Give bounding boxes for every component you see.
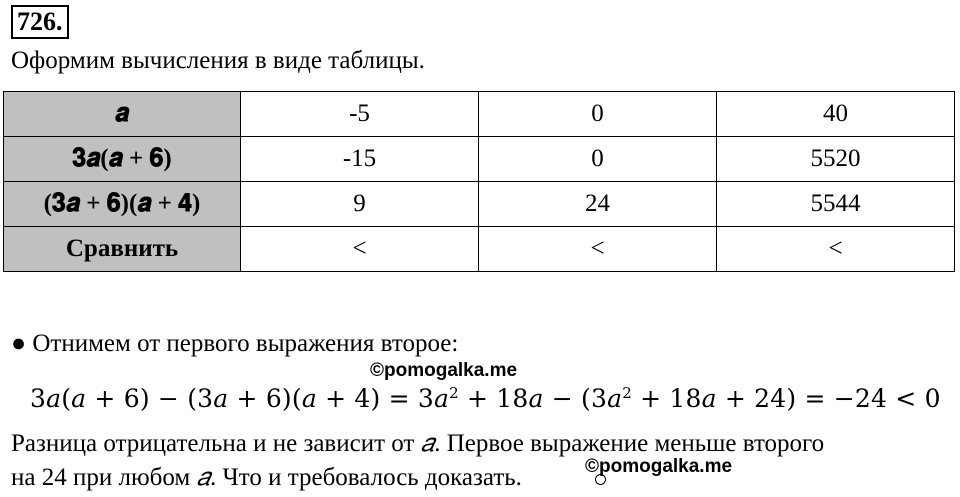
table-row (4, 92, 955, 137)
text-fragment: Разница отрицательна и не зависит от (11, 430, 421, 457)
table-cell: < (479, 227, 717, 272)
formula-part: + 18𝑎 + 24) = −24 < 0 (631, 384, 941, 413)
formula-part: 3𝑎(𝑎 + 6) − (3𝑎 + 6)(𝑎 + 4) = 3𝑎 (30, 384, 450, 413)
row-header: 𝒂 (4, 92, 241, 137)
table-cell: -15 (241, 137, 479, 182)
table-cell: < (241, 227, 479, 272)
exponent: 2 (449, 384, 459, 402)
variable: 𝑎 (420, 430, 435, 457)
text-fragment: на 24 при любом (11, 464, 197, 491)
watermark: ©pomogalka.me (370, 360, 518, 381)
row-header: 𝟑𝒂(𝒂 + 𝟔) (4, 137, 241, 182)
table-cell: 9 (241, 182, 479, 227)
table-cell: 5544 (717, 182, 955, 227)
watermark: ©pomogalka.me (585, 456, 733, 477)
problem-number: 726. (11, 5, 69, 39)
calculation-table (3, 91, 955, 272)
exponent: 2 (622, 384, 632, 402)
intro-text: Оформим вычисления в виде таблицы. (11, 47, 425, 74)
table-cell: 5520 (717, 137, 955, 182)
table-cell: -5 (241, 92, 479, 137)
table-row (4, 182, 955, 227)
bullet-paragraph (11, 328, 458, 360)
text-fragment: . Что и требовалось доказать. (210, 464, 522, 491)
bullet-text: Отнимем от первого выражения второе: (32, 330, 459, 357)
table-cell: < (717, 227, 955, 272)
row-header: Сравнить (4, 227, 241, 272)
bullet-icon: ● (11, 330, 27, 357)
qed-circle-icon (595, 474, 606, 485)
variable: 𝑎 (196, 464, 211, 491)
row-header: (𝟑𝒂 + 𝟔)(𝒂 + 𝟒) (4, 182, 241, 227)
text-fragment: . Первое выражение меньше второго (434, 430, 825, 457)
table-cell: 24 (479, 182, 717, 227)
table-cell: 40 (717, 92, 955, 137)
table-row (4, 137, 955, 182)
formula (30, 376, 941, 416)
table-cell: 0 (479, 92, 717, 137)
table-cell: 0 (479, 137, 717, 182)
table-row (4, 227, 955, 272)
formula-part: + 18𝑎 − (3𝑎 (458, 384, 623, 413)
